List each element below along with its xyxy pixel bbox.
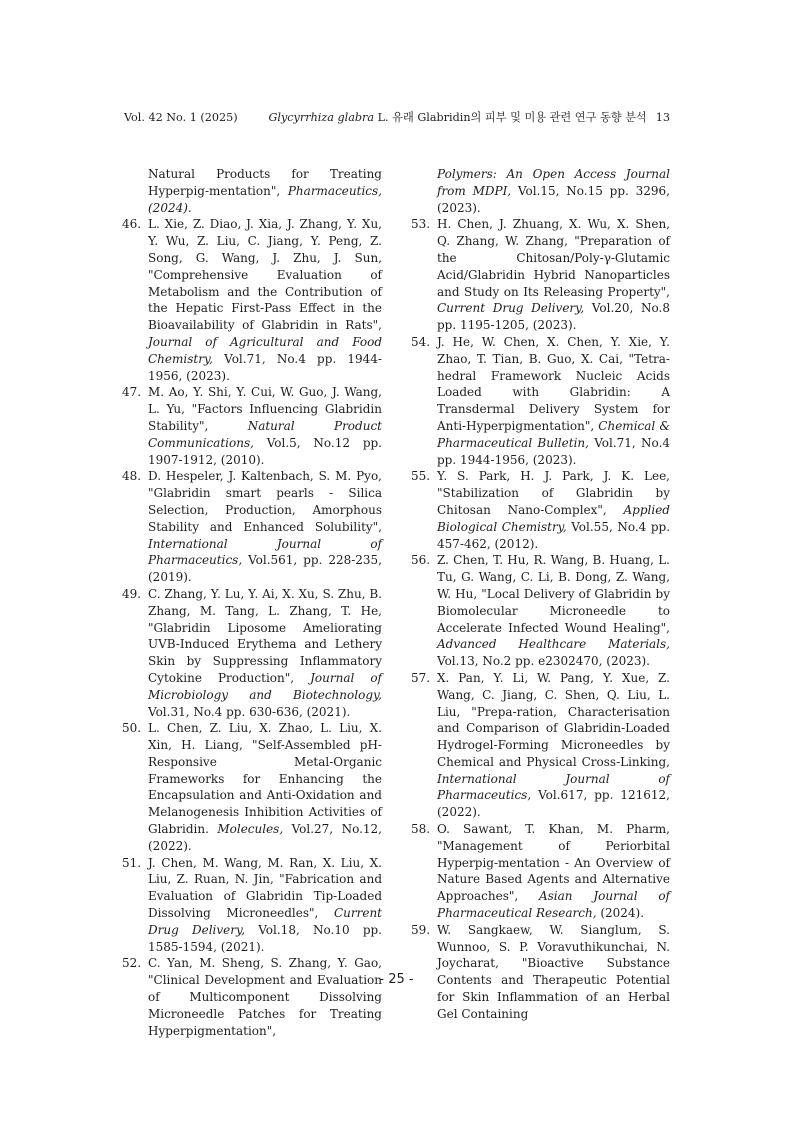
reference-entry: 55. Y. S. Park, H. J. Park, J. K. Lee, "Stabilization of Glabridin by Chitosan Nano-Complex", Applied Biological Chemistry, Vol.55, No.4 pp. 457-462, (2012). — [411, 469, 671, 551]
journal-name: Asian Journal of Pharmaceutical Research, — [437, 889, 670, 921]
journal-name: International Journal of Pharmaceutics, — [437, 771, 670, 803]
reference-number: 56. — [411, 553, 431, 568]
reference-number: 59. — [411, 922, 431, 937]
reference-number: 46. — [122, 217, 142, 232]
reference-entry-continued: Natural Products for Treating Hyperpig-mentation", Pharmaceutics, (2024). — [148, 167, 382, 215]
journal-name: Molecules, — [217, 822, 284, 837]
title-rest: L. 유래 Glabridin의 피부 및 미용 관련 연구 동향 분석 — [374, 111, 647, 124]
reference-entry: 46. L. Xie, Z. Diao, J. Xia, J. Zhang, Y. Xu, Y. Wu, Z. Liu, C. Jiang, Y. Peng, Z. Song, G. Wang, J. Zhu, J. Sun, "Comprehensive Evaluation of Metabolism and the Contribution of the Hepatic First-Pass Effect in the Bioavailability of Glabridin in Rats", Journal of Agricultural and Food Chemistry, Vol.71, No.4 pp. 1944-1956, (2023). — [122, 217, 382, 383]
reference-number: 50. — [122, 721, 142, 736]
reference-number: 51. — [122, 855, 142, 870]
reference-entry: 48. D. Hespeler, J. Kaltenbach, S. M. Pyo, "Glabridin smart pearls - Silica Selection, Production, Amorphous Stability and Enhanced Solubility", International Journal of Pharmaceutics, Vol.561, pp. 228-235, (2019). — [122, 469, 382, 585]
journal-name: Advanced Healthcare Materials, — [437, 637, 670, 652]
left-column — [122, 166, 382, 1039]
journal-name: Chemical & Pharmaceutical Bulletin, — [437, 418, 670, 450]
reference-number: 54. — [411, 334, 431, 349]
journal-name: Journal of Microbiology and Biotechnology, — [148, 670, 382, 702]
species-name: Glycyrrhiza glabra — [268, 111, 375, 124]
page-footer-number: - 25 - — [379, 972, 414, 987]
reference-number: 58. — [411, 822, 431, 837]
journal-name: Applied Biological Chemistry, — [437, 502, 670, 534]
reference-entry: 59. W. Sangkaew, W. Sianglum, S. Wunnoo, S. P. Voravuthikunchai, N. Joycharat, "Bioactive Substance Contents and Therapeutic Potential for Skin Inflammation of an Herbal Gel Containing — [411, 922, 670, 1021]
reference-entry: 50. L. Chen, Z. Liu, X. Zhao, L. Liu, X. Xin, H. Liang, "Self-Assembled pH-Responsive Metal-Organic Frameworks for Enhancing the Encapsulation and Anti-Oxidation and Melanogenesis Inhibition Activities of Glabridin. Molecules, Vol.27, No.12, (2022). — [122, 721, 382, 853]
reference-entry: 56. Z. Chen, T. Hu, R. Wang, B. Huang, L. Tu, G. Wang, C. Li, B. Dong, Z. Wang, W. Hu, "Local Delivery of Glabridin by Biomolecular Microneedle to Accelerate Infected Wound Healing", Advanced Healthcare Materials, Vol.13, No.2 pp. e2302470, (2023). — [411, 553, 670, 669]
running-header — [124, 110, 670, 126]
journal-name: Journal of Agricultural and Food Chemistry, — [148, 334, 382, 366]
reference-entry: 52. C. Yan, M. Sheng, S. Zhang, Y. Gao, "Clinical Development and Evaluation of Multicomponent Dissolving Microneedle Patches for Treating Hyperpigmentation", — [122, 956, 382, 1038]
header-page-number: 13 — [655, 111, 670, 124]
reference-entry: 57. X. Pan, Y. Li, W. Pang, Y. Xue, Z. Wang, C. Jiang, C. Shen, Q. Liu, L. Liu, "Prepa-ration, Characterisation and Comparison of Glabridin-Loaded Hydrogel-Forming Microneedles by Chemical and Physical Cross-Linking, International Journal of Pharmaceutics, Vol.617, pp. 121612, (2022). — [411, 670, 670, 820]
reference-number: 55. — [411, 469, 431, 484]
journal-name: Current Drug Delivery, — [437, 301, 585, 316]
reference-entry: 58. O. Sawant, T. Khan, M. Pharm, "Management of Periorbital Hyperpig-mentation - An Overview of Nature Based Agents and Alternative Approaches", Asian Journal of Pharmaceutical Research, (2024). — [411, 822, 670, 921]
reference-entry-continued: Polymers: An Open Access Journal from MDPI, Vol.15, No.15 pp. 3296, (2023). — [437, 167, 670, 215]
volume-issue: Vol. 42 No. 1 (2025) — [124, 111, 238, 124]
right-column — [411, 166, 670, 1023]
reference-entry: 54. J. He, W. Chen, X. Chen, Y. Xie, Y. Zhao, T. Tian, B. Guo, X. Cai, "Tetra-hedral Framework Nucleic Acids Loaded with Glabridin: A Transdermal Delivery System for Anti-Hyperpigmentation", Chemical & Pharmaceutical Bulletin, Vol.71, No.4 pp. 1944-1956, (2023). — [411, 334, 670, 467]
journal-name: International Journal of Pharmaceutics, — [148, 536, 382, 568]
reference-entry: 49. C. Zhang, Y. Lu, Y. Ai, X. Xu, S. Zhu, B. Zhang, M. Tang, L. Zhang, T. He, "Glabridin Liposome Ameliorating UVB-Induced Erythema and Lethery Skin by Suppressing Inflammatory Cytokine Production", Journal of Microbiology and Biotechnology, Vol.31, No.4 pp. 630-636, (2021). — [122, 586, 382, 719]
reference-number: 49. — [122, 586, 142, 601]
running-title — [268, 110, 670, 126]
journal-name: Polymers: An Open Access Journal from MDPI, — [437, 167, 670, 198]
reference-number: 52. — [122, 956, 142, 971]
reference-number: 57. — [411, 670, 431, 685]
reference-number: 53. — [411, 217, 431, 232]
reference-entry: 47. M. Ao, Y. Shi, Y. Cui, W. Guo, J. Wang, L. Yu, "Factors Influencing Glabridin Stability", Natural Product Communications, Vol.5, No.12 pp. 1907-1912, (2010). — [122, 385, 382, 467]
reference-entry: 51. J. Chen, M. Wang, M. Ran, X. Liu, X. Liu, Z. Ruan, N. Jin, "Fabrication and Evaluation of Glabridin Tip-Loaded Dissolving Microneedles", Current Drug Delivery, Vol.18, No.10 pp. 1585-1594, (2021). — [122, 855, 382, 954]
reference-number: 47. — [122, 385, 142, 400]
journal-name: Natural Product Communications, — [148, 418, 382, 450]
reference-entry: 53. H. Chen, J. Zhuang, X. Wu, X. Shen, Q. Zhang, W. Zhang, "Preparation of the Chitosan/Poly-γ-Glutamic Acid/Glabridin Hybrid Nanoparticles and Study on Its Releasing Property", Current Drug Delivery, Vol.20, No.8 pp. 1195-1205, (2023). — [411, 217, 670, 333]
reference-number: 48. — [122, 469, 142, 484]
journal-name: Current Drug Delivery, — [148, 906, 382, 937]
